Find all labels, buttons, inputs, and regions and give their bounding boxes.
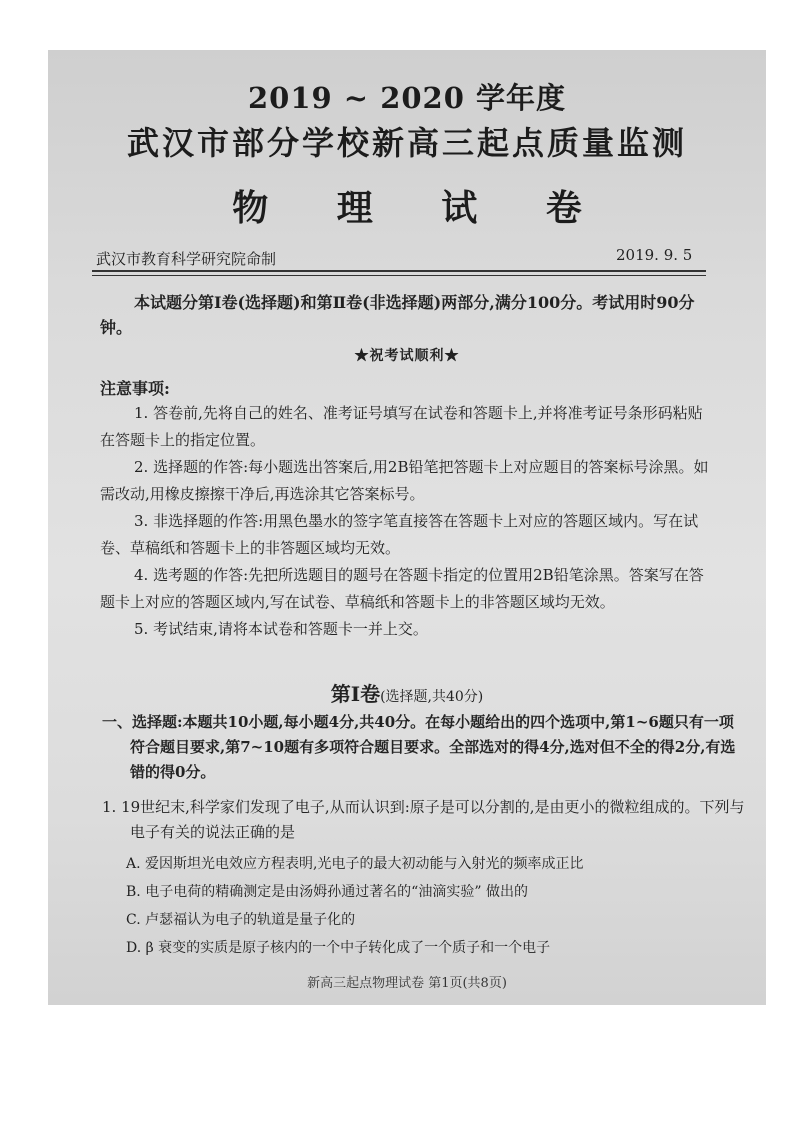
question-1-options <box>126 850 716 962</box>
good-luck-banner: ★祝考试顺利★ <box>354 348 460 364</box>
note-item: 5. 考试结束,请将本试卷和答题卡一并上交。 <box>134 620 428 638</box>
section-title: 第Ⅰ卷 <box>330 682 381 706</box>
notes-heading: 注意事项: <box>100 379 170 398</box>
option-a: A. 爱因斯坦光电效应方程表明,光电子的最大初动能与入射光的频率成正比 <box>126 856 584 872</box>
section-subtitle: (选择题,共40分) <box>380 689 484 705</box>
option-b: B. 电子电荷的精确测定是由汤姆孙通过著名的“油滴实验” 做出的 <box>126 884 528 900</box>
question-1-stem: 1. 19世纪末,科学家们发现了电子,从而认识到:原子是可以分割的,是由更小的微粒组成的。下列与电子有关的说法正确的是 <box>102 798 745 841</box>
header-divider <box>92 270 706 272</box>
exam-intro: 本试题分第Ⅰ卷(选择题)和第Ⅱ卷(非选择题)两部分,满分100分。考试用时90分钟。 <box>100 293 695 337</box>
note-item: 3. 非选择题的作答:用黑色墨水的签字笔直接答在答题卡上对应的答题区域内。写在试卷、草稿纸和答题卡上的非答题区域均无效。 <box>100 512 699 557</box>
exam-date: 2019. 9. 5 <box>616 246 693 264</box>
page-footer: 新高三起点物理试卷 第1页(共8页) <box>307 976 507 991</box>
note-item: 1. 答卷前,先将自己的姓名、准考证号填写在试卷和答题卡上,并将准考证号条形码粘贴在答题卡上的指定位置。 <box>100 404 703 449</box>
note-item: 4. 选考题的作答:先把所选题目的题号在答题卡指定的位置用2B铅笔涂黑。答案写在答题卡上对应的答题区域内,写在试卷、草稿纸和答题卡上的非答题区域均无效。 <box>100 566 704 611</box>
option-c: C. 卢瑟福认为电子的轨道是量子化的 <box>126 912 356 928</box>
option-d: D. β 衰变的实质是原子核内的一个中子转化成了一个质子和一个电子 <box>126 940 551 956</box>
section-heading <box>48 678 766 707</box>
note-item: 2. 选择题的作答:每小题选出答案后,用2B铅笔把答题卡上对应题目的答案标号涂黑。如需改动,用橡皮擦擦干净后,再选涂其它答案标号。 <box>100 458 709 503</box>
organization: 武汉市教育科学研究院命制 <box>96 250 277 268</box>
subject-title: 物 理 试 卷 <box>232 187 610 229</box>
scanned-page <box>48 50 766 1005</box>
part-one-instructions: 一、选择题:本题共10小题,每小题4分,共40分。在每小题给出的四个选项中,第1~6题只有一项符合题目要求,第7~10题有多项符合题目要求。全部选对的得4分,选对但不全的得2分,有选错的得0分。 <box>102 713 736 781</box>
exam-title: 武汉市部分学校新高三起点质量监测 <box>126 124 687 162</box>
header-divider-thin <box>92 275 706 276</box>
notes-list <box>100 400 712 643</box>
exam-year: 2019 ~ 2020 学年度 <box>247 81 566 115</box>
